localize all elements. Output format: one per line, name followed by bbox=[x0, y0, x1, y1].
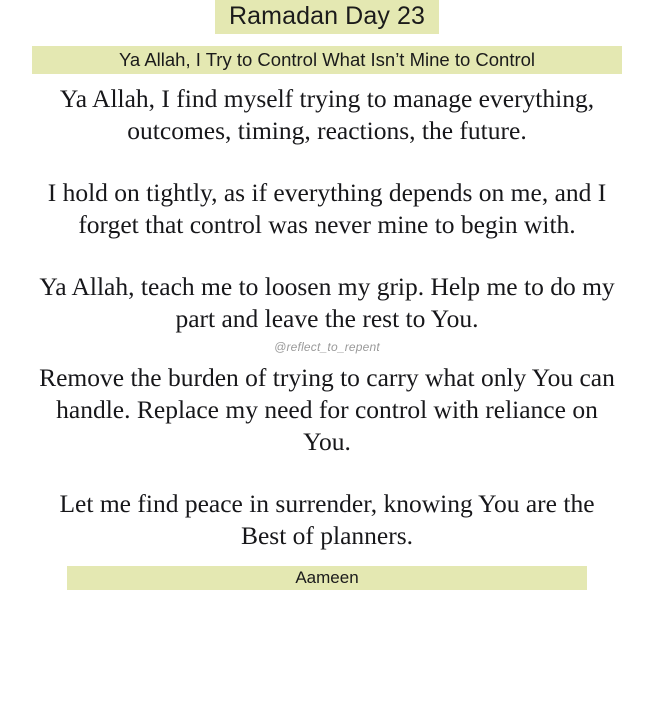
watermark-handle: @reflect_to_repent bbox=[274, 340, 380, 354]
prayer-body bbox=[0, 83, 654, 552]
title-band-row bbox=[0, 0, 654, 34]
prayer-paragraph-1: Ya Allah, I find myself trying to manage everything, outcomes, timing, reactions, the future. bbox=[59, 84, 595, 145]
prayer-paragraph-4: Remove the burden of trying to carry what only You can handle. Replace my need for control with reliance on You. bbox=[39, 363, 615, 456]
footer-band-row bbox=[0, 566, 654, 590]
prayer-paragraph-5: Let me find peace in surrender, knowing You are the Best of planners. bbox=[59, 489, 595, 550]
prayer-paragraph-2: I hold on tightly, as if everything depends on me, and I forget that control was never mine to begin with. bbox=[47, 178, 607, 239]
page-title: Ramadan Day 23 bbox=[215, 0, 439, 34]
prayer-paragraph-3: Ya Allah, teach me to loosen my grip. Help me to do my part and leave the rest to You. bbox=[39, 272, 615, 333]
closing-amen: Aameen bbox=[67, 566, 587, 590]
page-subtitle: Ya Allah, I Try to Control What Isn’t Mine to Control bbox=[32, 46, 622, 74]
